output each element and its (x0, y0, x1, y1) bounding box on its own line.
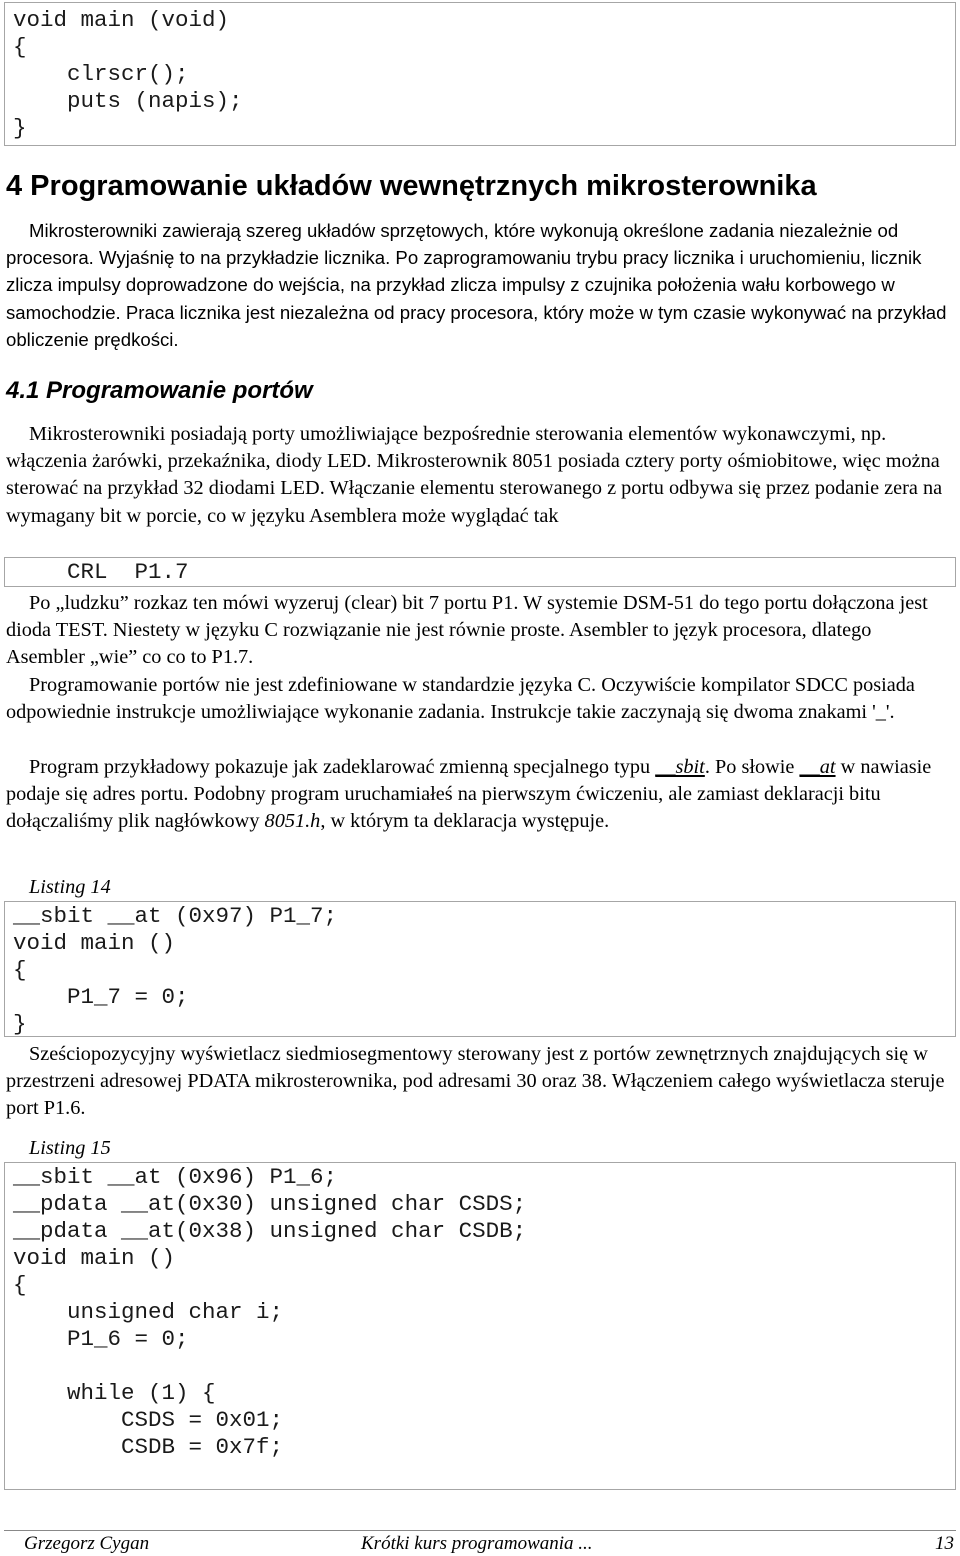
keyword-header-file: 8051.h (264, 810, 321, 833)
code-top: void main (void) { clrscr(); puts (napis); } (13, 7, 243, 141)
code-asm: CRL P1.7 (13, 559, 189, 585)
code-block-top (4, 2, 956, 146)
paragraph-sdcc: Programowanie portów nie jest zdefiniowane w standardzie języka C. Oczywiście kompilator SDCC posiada odpowiednie instrukcje umożliwiające wykonanie zadania. Instrukcje takie zaczynają się dwoma znakami '_'. (6, 674, 915, 724)
paragraph-section4: Mikrosterowniki zawierają szereg układów sprzętowych, które wykonują określone zadania niezależnie od procesora. Wyjaśnię to na przykładzie licznika. Po zaprogramowaniu trybu pracy licznika i uruchomieniu, licznik zlicza impulsy doprowadzone do wejścia, na przykład zlicza impulsy z czujnika położenia wału korbowego w samochodzie. Praca licznika jest niezależna od pracy procesora, który może w tym czasie wykonywać na przykład obliczenie prędkości. (6, 220, 947, 350)
text-part: Program przykładowy pokazuje jak zadeklarować zmienną specjalnego typu (29, 756, 656, 778)
footer-page-number: 13 (935, 1533, 954, 1554)
section-heading-4-1: 4.1 Programowanie portów (6, 377, 313, 404)
footer-author: Grzegorz Cygan (24, 1533, 150, 1554)
section-heading-4: 4 Programowanie układów wewnętrznych mikrosterownika (6, 170, 817, 202)
code-block-listing-15 (4, 1162, 956, 1490)
keyword-at: __at (799, 756, 836, 778)
paragraph-asm-explained: Po „ludzku” rozkaz ten mówi wyzeruj (clear) bit 7 portu P1. W systemie DSM-51 do tego portu dołączona jest dioda TEST. Niestety w języku C rozwiązanie nie jest równie proste. Asembler to język procesora, dlatego Asembler „wie” co co to P1.7. (6, 592, 928, 669)
paragraph-sbit (6, 754, 951, 836)
code-block-asm (4, 557, 956, 587)
code-listing-15: __sbit __at (0x96) P1_6; __pdata __at(0x30) unsigned char CSDS; __pdata __at(0x38) unsigned char CSDB; void main () { unsigned char i; P1_6 = 0; while (1) { CSDS = 0x01; CSDB = 0x7f; (13, 1164, 527, 1460)
footer-title: Krótki kurs programowania ... (361, 1533, 593, 1554)
listing-15-title: Listing 15 (29, 1137, 111, 1159)
paragraph-ports-intro: Mikrosterowniki posiadają porty umożliwiające bezpośrednie sterowania elementów wykonawczymi, np. włączenia żarówki, przekaźnika, diody LED. Mikrosterownik 8051 posiada cztery porty ośmiobitowe, więc można sterować na przykład 32 diodami LED. Włączanie elementu sterowanego z portu odbywa się przez podanie zera na wymagany bit w porcie, co w języku Asemblera może wyglądać tak (6, 423, 943, 527)
footer-divider (4, 1530, 956, 1531)
listing-14-title: Listing 14 (29, 876, 111, 898)
text-part: . Po słowie (704, 756, 800, 778)
text-part: , w którym ta deklaracja występuje. (320, 810, 610, 833)
paragraph-display: Sześciopozycyjny wyświetlacz siedmiosegmentowy sterowany jest z portów zewnętrznych znajdujących się w przestrzeni adresowej PDATA mikrosterownika, pod adresami 30 oraz 38. Włączeniem całego wyświetlacza steruje port P1.6. (6, 1043, 945, 1120)
text-part: w nawiasie podaje się adres portu. Podobny program uruchamiałeś na pierwszym ćwiczeniu, ale zamiast deklaracji bitu dołączaliśmy plik nagłówkowy (6, 756, 932, 833)
code-listing-14: __sbit __at (0x97) P1_7; void main () { P1_7 = 0; } (13, 903, 338, 1037)
keyword-sbit: __sbit (655, 756, 705, 778)
code-block-listing-14 (4, 901, 956, 1037)
